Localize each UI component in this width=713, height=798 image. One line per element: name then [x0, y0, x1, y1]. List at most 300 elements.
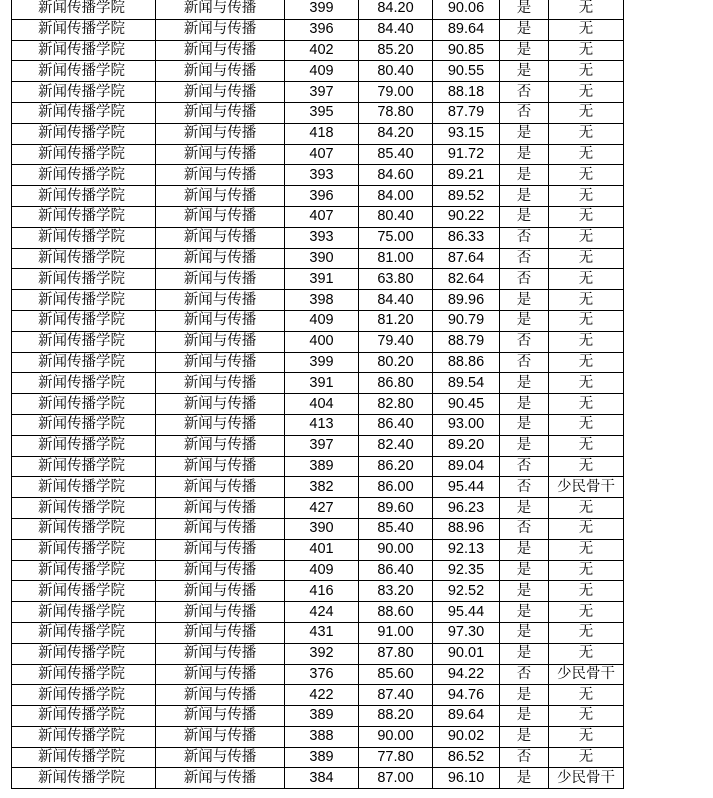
interview-score-cell: 86.20 [359, 456, 433, 477]
admitted-flag-cell: 是 [500, 310, 549, 331]
table-row [12, 61, 624, 82]
interview-score-cell: 82.80 [359, 394, 433, 415]
exam-score-cell: 427 [285, 498, 359, 519]
college-cell: 新闻传播学院 [12, 227, 156, 248]
major-cell: 新闻与传播 [156, 685, 285, 706]
special-plan-cell: 无 [549, 602, 624, 623]
table-body [12, 0, 624, 789]
major-cell: 新闻与传播 [156, 768, 285, 789]
admitted-flag-cell: 是 [500, 602, 549, 623]
interview-score-cell: 78.80 [359, 102, 433, 123]
special-plan-cell: 无 [549, 40, 624, 61]
total-score-cell: 93.00 [433, 414, 500, 435]
admitted-flag-cell: 是 [500, 186, 549, 207]
special-plan-cell: 无 [549, 0, 624, 19]
table-row [12, 456, 624, 477]
total-score-cell: 88.18 [433, 82, 500, 103]
admitted-flag-cell: 否 [500, 352, 549, 373]
interview-score-cell: 85.40 [359, 144, 433, 165]
total-score-cell: 88.86 [433, 352, 500, 373]
interview-score-cell: 86.80 [359, 373, 433, 394]
college-cell: 新闻传播学院 [12, 768, 156, 789]
admitted-flag-cell: 是 [500, 768, 549, 789]
interview-score-cell: 90.00 [359, 726, 433, 747]
college-cell: 新闻传播学院 [12, 518, 156, 539]
major-cell: 新闻与传播 [156, 61, 285, 82]
total-score-cell: 89.20 [433, 435, 500, 456]
exam-score-cell: 396 [285, 186, 359, 207]
special-plan-cell: 无 [549, 456, 624, 477]
total-score-cell: 88.96 [433, 518, 500, 539]
table-row [12, 768, 624, 789]
table-row [12, 290, 624, 311]
total-score-cell: 92.13 [433, 539, 500, 560]
interview-score-cell: 87.40 [359, 685, 433, 706]
exam-score-cell: 392 [285, 643, 359, 664]
college-cell: 新闻传播学院 [12, 269, 156, 290]
college-cell: 新闻传播学院 [12, 123, 156, 144]
exam-score-cell: 376 [285, 664, 359, 685]
special-plan-cell: 无 [549, 186, 624, 207]
college-cell: 新闻传播学院 [12, 144, 156, 165]
table-row [12, 560, 624, 581]
college-cell: 新闻传播学院 [12, 290, 156, 311]
special-plan-cell: 无 [549, 622, 624, 643]
major-cell: 新闻与传播 [156, 373, 285, 394]
special-plan-cell: 无 [549, 685, 624, 706]
interview-score-cell: 83.20 [359, 581, 433, 602]
college-cell: 新闻传播学院 [12, 40, 156, 61]
major-cell: 新闻与传播 [156, 622, 285, 643]
interview-score-cell: 87.80 [359, 643, 433, 664]
college-cell: 新闻传播学院 [12, 19, 156, 40]
table-row [12, 206, 624, 227]
admitted-flag-cell: 否 [500, 664, 549, 685]
interview-score-cell: 84.20 [359, 0, 433, 19]
interview-score-cell: 91.00 [359, 622, 433, 643]
interview-score-cell: 75.00 [359, 227, 433, 248]
major-cell: 新闻与传播 [156, 435, 285, 456]
table-row [12, 0, 624, 19]
admitted-flag-cell: 是 [500, 539, 549, 560]
college-cell: 新闻传播学院 [12, 165, 156, 186]
exam-score-cell: 391 [285, 269, 359, 290]
special-plan-cell: 无 [549, 269, 624, 290]
admitted-flag-cell: 是 [500, 165, 549, 186]
college-cell: 新闻传播学院 [12, 456, 156, 477]
admitted-flag-cell: 否 [500, 518, 549, 539]
total-score-cell: 87.79 [433, 102, 500, 123]
exam-score-cell: 384 [285, 768, 359, 789]
special-plan-cell: 无 [549, 394, 624, 415]
major-cell: 新闻与传播 [156, 602, 285, 623]
total-score-cell: 86.52 [433, 747, 500, 768]
exam-score-cell: 390 [285, 518, 359, 539]
special-plan-cell: 无 [549, 206, 624, 227]
college-cell: 新闻传播学院 [12, 206, 156, 227]
special-plan-cell: 无 [549, 227, 624, 248]
college-cell: 新闻传播学院 [12, 435, 156, 456]
special-plan-cell: 无 [549, 144, 624, 165]
special-plan-cell: 无 [549, 498, 624, 519]
interview-score-cell: 86.00 [359, 477, 433, 498]
interview-score-cell: 80.20 [359, 352, 433, 373]
special-plan-cell: 无 [549, 435, 624, 456]
college-cell: 新闻传播学院 [12, 498, 156, 519]
interview-score-cell: 86.40 [359, 560, 433, 581]
total-score-cell: 89.64 [433, 706, 500, 727]
major-cell: 新闻与传播 [156, 498, 285, 519]
major-cell: 新闻与传播 [156, 290, 285, 311]
special-plan-cell: 无 [549, 560, 624, 581]
admitted-flag-cell: 是 [500, 726, 549, 747]
special-plan-cell: 无 [549, 331, 624, 352]
major-cell: 新闻与传播 [156, 352, 285, 373]
special-plan-cell: 无 [549, 706, 624, 727]
college-cell: 新闻传播学院 [12, 331, 156, 352]
special-plan-cell: 无 [549, 747, 624, 768]
major-cell: 新闻与传播 [156, 394, 285, 415]
exam-score-cell: 404 [285, 394, 359, 415]
exam-score-cell: 390 [285, 248, 359, 269]
interview-score-cell: 85.60 [359, 664, 433, 685]
admitted-flag-cell: 否 [500, 82, 549, 103]
admitted-flag-cell: 否 [500, 227, 549, 248]
special-plan-cell: 无 [549, 82, 624, 103]
total-score-cell: 89.64 [433, 19, 500, 40]
special-plan-cell: 无 [549, 61, 624, 82]
total-score-cell: 86.33 [433, 227, 500, 248]
admitted-flag-cell: 是 [500, 123, 549, 144]
table-row [12, 144, 624, 165]
major-cell: 新闻与传播 [156, 186, 285, 207]
interview-score-cell: 85.20 [359, 40, 433, 61]
exam-score-cell: 409 [285, 61, 359, 82]
special-plan-cell: 无 [549, 102, 624, 123]
admitted-flag-cell: 是 [500, 706, 549, 727]
admitted-flag-cell: 是 [500, 19, 549, 40]
exam-score-cell: 397 [285, 435, 359, 456]
college-cell: 新闻传播学院 [12, 373, 156, 394]
table-row [12, 310, 624, 331]
total-score-cell: 89.21 [433, 165, 500, 186]
interview-score-cell: 88.60 [359, 602, 433, 623]
table-row [12, 539, 624, 560]
total-score-cell: 89.04 [433, 456, 500, 477]
college-cell: 新闻传播学院 [12, 747, 156, 768]
total-score-cell: 94.76 [433, 685, 500, 706]
table-row [12, 373, 624, 394]
table-row [12, 747, 624, 768]
special-plan-cell: 少民骨干 [549, 768, 624, 789]
college-cell: 新闻传播学院 [12, 477, 156, 498]
exam-score-cell: 409 [285, 560, 359, 581]
admitted-flag-cell: 是 [500, 414, 549, 435]
exam-score-cell: 399 [285, 0, 359, 19]
total-score-cell: 90.06 [433, 0, 500, 19]
interview-score-cell: 79.40 [359, 331, 433, 352]
admitted-flag-cell: 是 [500, 394, 549, 415]
total-score-cell: 95.44 [433, 602, 500, 623]
exam-score-cell: 409 [285, 310, 359, 331]
major-cell: 新闻与传播 [156, 0, 285, 19]
admitted-flag-cell: 否 [500, 269, 549, 290]
interview-score-cell: 81.00 [359, 248, 433, 269]
college-cell: 新闻传播学院 [12, 310, 156, 331]
interview-score-cell: 86.40 [359, 414, 433, 435]
interview-score-cell: 81.20 [359, 310, 433, 331]
total-score-cell: 90.85 [433, 40, 500, 61]
total-score-cell: 96.23 [433, 498, 500, 519]
special-plan-cell: 无 [549, 352, 624, 373]
major-cell: 新闻与传播 [156, 560, 285, 581]
admitted-flag-cell: 否 [500, 456, 549, 477]
total-score-cell: 90.55 [433, 61, 500, 82]
table-row [12, 123, 624, 144]
college-cell: 新闻传播学院 [12, 539, 156, 560]
major-cell: 新闻与传播 [156, 414, 285, 435]
major-cell: 新闻与传播 [156, 227, 285, 248]
major-cell: 新闻与传播 [156, 206, 285, 227]
exam-score-cell: 424 [285, 602, 359, 623]
admitted-flag-cell: 是 [500, 373, 549, 394]
interview-score-cell: 84.40 [359, 290, 433, 311]
major-cell: 新闻与传播 [156, 123, 285, 144]
college-cell: 新闻传播学院 [12, 622, 156, 643]
special-plan-cell: 无 [549, 290, 624, 311]
admitted-flag-cell: 是 [500, 435, 549, 456]
admission-table [11, 0, 624, 789]
table-row [12, 248, 624, 269]
table-row [12, 706, 624, 727]
interview-score-cell: 82.40 [359, 435, 433, 456]
total-score-cell: 82.64 [433, 269, 500, 290]
college-cell: 新闻传播学院 [12, 414, 156, 435]
table-row [12, 102, 624, 123]
interview-score-cell: 79.00 [359, 82, 433, 103]
major-cell: 新闻与传播 [156, 747, 285, 768]
exam-score-cell: 395 [285, 102, 359, 123]
college-cell: 新闻传播学院 [12, 706, 156, 727]
major-cell: 新闻与传播 [156, 82, 285, 103]
table-row [12, 186, 624, 207]
interview-score-cell: 85.40 [359, 518, 433, 539]
major-cell: 新闻与传播 [156, 539, 285, 560]
admitted-flag-cell: 否 [500, 477, 549, 498]
exam-score-cell: 389 [285, 747, 359, 768]
college-cell: 新闻传播学院 [12, 102, 156, 123]
special-plan-cell: 无 [549, 310, 624, 331]
total-score-cell: 90.01 [433, 643, 500, 664]
total-score-cell: 89.54 [433, 373, 500, 394]
college-cell: 新闻传播学院 [12, 61, 156, 82]
total-score-cell: 90.02 [433, 726, 500, 747]
major-cell: 新闻与传播 [156, 248, 285, 269]
interview-score-cell: 80.40 [359, 206, 433, 227]
interview-score-cell: 90.00 [359, 539, 433, 560]
major-cell: 新闻与传播 [156, 643, 285, 664]
major-cell: 新闻与传播 [156, 269, 285, 290]
table-row [12, 331, 624, 352]
college-cell: 新闻传播学院 [12, 560, 156, 581]
admitted-flag-cell: 是 [500, 206, 549, 227]
table-row [12, 726, 624, 747]
special-plan-cell: 无 [549, 248, 624, 269]
exam-score-cell: 402 [285, 40, 359, 61]
total-score-cell: 92.52 [433, 581, 500, 602]
major-cell: 新闻与传播 [156, 518, 285, 539]
table-row [12, 269, 624, 290]
major-cell: 新闻与传播 [156, 144, 285, 165]
college-cell: 新闻传播学院 [12, 602, 156, 623]
college-cell: 新闻传播学院 [12, 248, 156, 269]
table-row [12, 82, 624, 103]
special-plan-cell: 无 [549, 165, 624, 186]
total-score-cell: 96.10 [433, 768, 500, 789]
special-plan-cell: 无 [549, 539, 624, 560]
interview-score-cell: 87.00 [359, 768, 433, 789]
college-cell: 新闻传播学院 [12, 726, 156, 747]
major-cell: 新闻与传播 [156, 726, 285, 747]
table-row [12, 581, 624, 602]
table-row [12, 352, 624, 373]
exam-score-cell: 396 [285, 19, 359, 40]
college-cell: 新闻传播学院 [12, 664, 156, 685]
admitted-flag-cell: 是 [500, 560, 549, 581]
interview-score-cell: 77.80 [359, 747, 433, 768]
total-score-cell: 94.22 [433, 664, 500, 685]
admitted-flag-cell: 是 [500, 685, 549, 706]
admitted-flag-cell: 是 [500, 40, 549, 61]
table-row [12, 394, 624, 415]
admitted-flag-cell: 否 [500, 331, 549, 352]
total-score-cell: 92.35 [433, 560, 500, 581]
interview-score-cell: 89.60 [359, 498, 433, 519]
college-cell: 新闻传播学院 [12, 643, 156, 664]
total-score-cell: 93.15 [433, 123, 500, 144]
exam-score-cell: 431 [285, 622, 359, 643]
major-cell: 新闻与传播 [156, 581, 285, 602]
exam-score-cell: 422 [285, 685, 359, 706]
major-cell: 新闻与传播 [156, 310, 285, 331]
exam-score-cell: 389 [285, 456, 359, 477]
table-row [12, 414, 624, 435]
total-score-cell: 95.44 [433, 477, 500, 498]
interview-score-cell: 84.20 [359, 123, 433, 144]
interview-score-cell: 80.40 [359, 61, 433, 82]
major-cell: 新闻与传播 [156, 19, 285, 40]
interview-score-cell: 88.20 [359, 706, 433, 727]
admitted-flag-cell: 是 [500, 61, 549, 82]
exam-score-cell: 413 [285, 414, 359, 435]
college-cell: 新闻传播学院 [12, 0, 156, 19]
total-score-cell: 90.79 [433, 310, 500, 331]
major-cell: 新闻与传播 [156, 40, 285, 61]
college-cell: 新闻传播学院 [12, 581, 156, 602]
interview-score-cell: 84.00 [359, 186, 433, 207]
major-cell: 新闻与传播 [156, 456, 285, 477]
special-plan-cell: 无 [549, 414, 624, 435]
special-plan-cell: 无 [549, 581, 624, 602]
college-cell: 新闻传播学院 [12, 186, 156, 207]
total-score-cell: 89.52 [433, 186, 500, 207]
table-row [12, 435, 624, 456]
special-plan-cell: 无 [549, 726, 624, 747]
table-row [12, 40, 624, 61]
college-cell: 新闻传播学院 [12, 394, 156, 415]
admitted-flag-cell: 否 [500, 102, 549, 123]
exam-score-cell: 407 [285, 206, 359, 227]
exam-score-cell: 393 [285, 227, 359, 248]
major-cell: 新闻与传播 [156, 706, 285, 727]
major-cell: 新闻与传播 [156, 102, 285, 123]
major-cell: 新闻与传播 [156, 331, 285, 352]
total-score-cell: 91.72 [433, 144, 500, 165]
exam-score-cell: 391 [285, 373, 359, 394]
special-plan-cell: 无 [549, 518, 624, 539]
admitted-flag-cell: 是 [500, 290, 549, 311]
admitted-flag-cell: 是 [500, 622, 549, 643]
total-score-cell: 89.96 [433, 290, 500, 311]
table-row [12, 165, 624, 186]
college-cell: 新闻传播学院 [12, 82, 156, 103]
major-cell: 新闻与传播 [156, 477, 285, 498]
exam-score-cell: 393 [285, 165, 359, 186]
total-score-cell: 87.64 [433, 248, 500, 269]
major-cell: 新闻与传播 [156, 664, 285, 685]
admitted-flag-cell: 是 [500, 581, 549, 602]
exam-score-cell: 401 [285, 539, 359, 560]
exam-score-cell: 398 [285, 290, 359, 311]
table-row [12, 498, 624, 519]
table-row [12, 477, 624, 498]
table-row [12, 643, 624, 664]
admitted-flag-cell: 否 [500, 248, 549, 269]
major-cell: 新闻与传播 [156, 165, 285, 186]
exam-score-cell: 388 [285, 726, 359, 747]
exam-score-cell: 382 [285, 477, 359, 498]
exam-score-cell: 407 [285, 144, 359, 165]
special-plan-cell: 无 [549, 123, 624, 144]
table-row [12, 664, 624, 685]
admitted-flag-cell: 是 [500, 144, 549, 165]
exam-score-cell: 389 [285, 706, 359, 727]
admitted-flag-cell: 是 [500, 0, 549, 19]
table-row [12, 19, 624, 40]
exam-score-cell: 416 [285, 581, 359, 602]
total-score-cell: 90.45 [433, 394, 500, 415]
table-row [12, 685, 624, 706]
admitted-flag-cell: 是 [500, 498, 549, 519]
total-score-cell: 97.30 [433, 622, 500, 643]
total-score-cell: 88.79 [433, 331, 500, 352]
admitted-flag-cell: 否 [500, 747, 549, 768]
special-plan-cell: 无 [549, 373, 624, 394]
table-row [12, 622, 624, 643]
admitted-flag-cell: 是 [500, 643, 549, 664]
table-row [12, 602, 624, 623]
interview-score-cell: 84.40 [359, 19, 433, 40]
interview-score-cell: 84.60 [359, 165, 433, 186]
interview-score-cell: 63.80 [359, 269, 433, 290]
table-row [12, 227, 624, 248]
exam-score-cell: 400 [285, 331, 359, 352]
special-plan-cell: 少民骨干 [549, 664, 624, 685]
exam-score-cell: 399 [285, 352, 359, 373]
special-plan-cell: 无 [549, 19, 624, 40]
exam-score-cell: 418 [285, 123, 359, 144]
special-plan-cell: 无 [549, 643, 624, 664]
